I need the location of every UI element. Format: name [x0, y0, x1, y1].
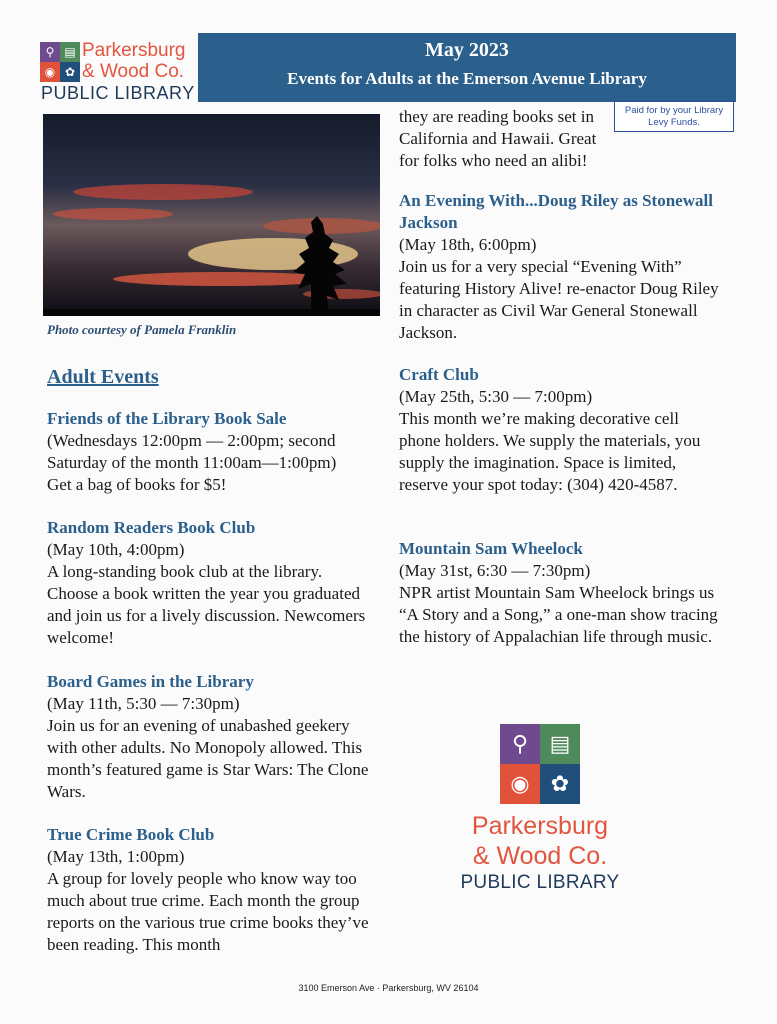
logo-text-public-library: PUBLIC LIBRARY: [41, 83, 195, 103]
page-title: May 2023: [425, 39, 509, 61]
event-mountain-sam: [399, 538, 734, 648]
footer-address: 3100 Emerson Ave · Parkersburg, WV 26104: [298, 983, 479, 993]
event-title: Friends of the Library Book Sale: [47, 409, 287, 428]
event-description: This month we’re making decorative cell phone holders. We supply the materials, you supply the imagination. Space is limited, reserve your spot today: (304) 420-4587.: [399, 409, 701, 494]
event-description: A group for lovely people who know way too much about true crime. Each month the group reports on the various true crime books they’ve been reading. This month: [47, 869, 369, 954]
event-description: Join us for a very special “Evening With” featuring History Alive! re-enactor Doug Riley in character as Civil War General Stonewall Jackson.: [399, 257, 719, 342]
event-craft-club: [399, 364, 724, 496]
event-when: (Wednesdays 12:00pm — 2:00pm; second Saturday of the month 11:00am—1:00pm): [47, 431, 337, 472]
event-doug-riley: [399, 190, 729, 344]
leaf-icon: ✿: [540, 764, 580, 804]
event-true-crime: [47, 824, 382, 956]
lightbulb-icon: ⚲: [40, 42, 60, 62]
event-description: Join us for an evening of unabashed geekery with other adults. No Monopoly allowed. This month’s featured game is Star Wars: The Clone Wars.: [47, 716, 369, 801]
logo-icon-grid: [40, 42, 80, 82]
event-book-sale: [47, 408, 377, 496]
event-when: (May 11th, 5:30 — 7:30pm): [47, 694, 240, 713]
page-subtitle: Events for Adults at the Emerson Avenue Library: [287, 69, 647, 88]
event-title: Board Games in the Library: [47, 672, 254, 691]
leaf-icon: ✿: [60, 62, 80, 82]
event-description: A long-standing book club at the library. Choose a book written the year you graduated and join us for a lively discussion. Newcomers welcome!: [47, 562, 366, 647]
event-when: (May 13th, 1:00pm): [47, 847, 185, 866]
event-when: (May 25th, 5:30 — 7:00pm): [399, 387, 593, 406]
event-when: (May 18th, 6:00pm): [399, 235, 537, 254]
palette-icon: ◉: [40, 62, 60, 82]
event-board-games: [47, 671, 372, 803]
library-logo-large: [460, 724, 620, 894]
palette-icon: ◉: [500, 764, 540, 804]
event-title: Mountain Sam Wheelock: [399, 539, 583, 558]
event-when: (May 10th, 4:00pm): [47, 540, 185, 559]
sunset-photo: [43, 114, 380, 316]
event-when: (May 31st, 6:30 — 7:30pm): [399, 561, 591, 580]
event-title: An Evening With...Doug Riley as Stonewall Jackson: [399, 191, 713, 232]
header-bar: [198, 33, 736, 102]
event-description: Get a bag of books for $5!: [47, 475, 227, 494]
event-title: True Crime Book Club: [47, 825, 215, 844]
logo-icon-grid-large: [500, 724, 580, 804]
logo-text-public-library: PUBLIC LIBRARY: [460, 872, 620, 893]
logo-text-wood-co: & Wood Co.: [82, 61, 185, 82]
book-icon: ▤: [60, 42, 80, 62]
continued-text: they are reading books set in California and Hawaii. Great for folks who need an alibi!: [399, 107, 597, 170]
event-random-readers: [47, 517, 369, 649]
logo-text-parkersburg: Parkersburg: [471, 812, 609, 840]
event-title: Random Readers Book Club: [47, 518, 256, 537]
levy-funds-note: Paid for by your Library Levy Funds.: [614, 101, 734, 132]
photo-caption: Photo courtesy of Pamela Franklin: [47, 322, 237, 337]
logo-text-wood-co: & Wood Co.: [472, 842, 608, 870]
book-icon: ▤: [540, 724, 580, 764]
event-description: NPR artist Mountain Sam Wheelock brings us “A Story and a Song,” a one-man show tracing the history of Appalachian life through music.: [399, 583, 718, 646]
section-heading: Adult Events: [47, 366, 159, 388]
lightbulb-icon: ⚲: [500, 724, 540, 764]
event-title: Craft Club: [399, 365, 479, 384]
library-logo: [40, 40, 196, 102]
logo-text-parkersburg: Parkersburg: [82, 40, 186, 61]
